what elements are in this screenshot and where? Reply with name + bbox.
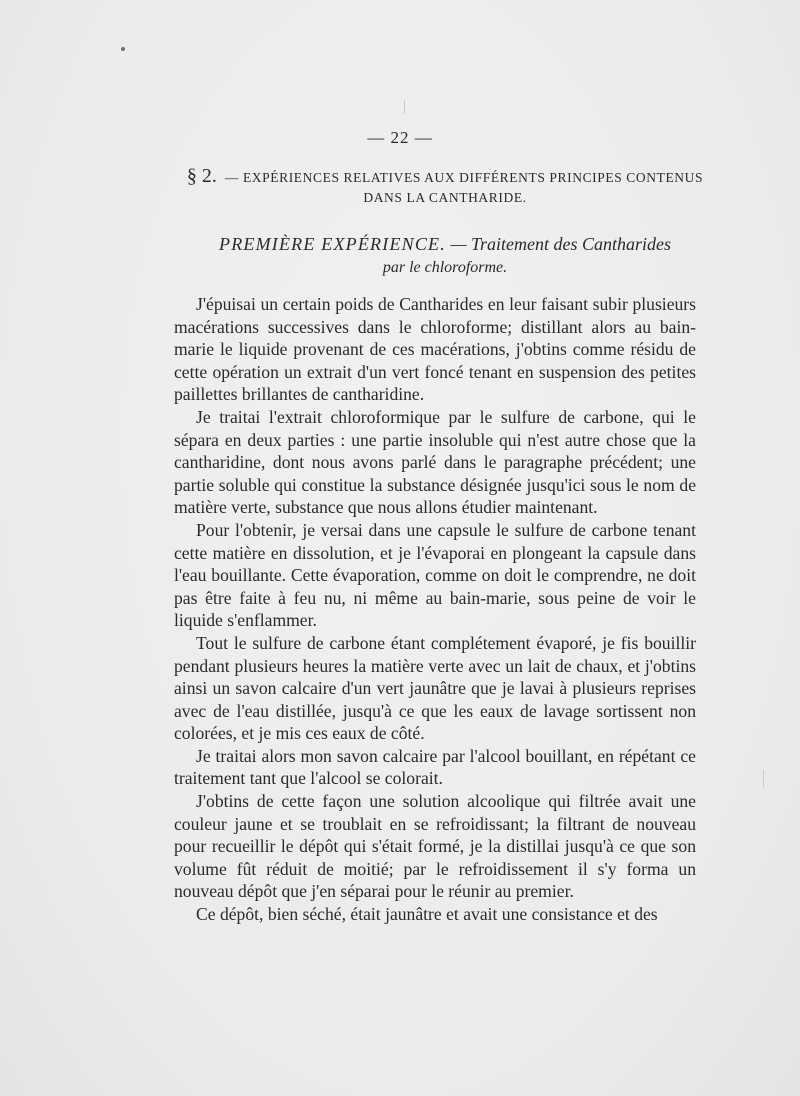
page-number: — 22 —	[367, 128, 433, 147]
experience-heading	[175, 232, 715, 280]
margin-mark	[404, 100, 405, 114]
paragraph: J'épuisai un certain poids de Cantharides en leur faisant subir plusieurs macérations successives dans le chloroforme; distillant alors au bain-marie le liquide provenant de ces macérations, j'obtins comme résidu de cette opération un extrait d'un vert foncé tenant en suspension des petites paillettes brillantes de cantharidine.	[174, 294, 696, 405]
section-title-line-2: DANS LA CANTHARIDE.	[363, 190, 527, 205]
paragraph: Pour l'obtenir, je versai dans une capsule le sulfure de carbone tenant cette matière en dissolution, et je l'évaporai en plongeant la capsule dans l'eau bouillante. Cette évaporation, comme on doit le comprendre, ne doit pas être faite à feu nu, ni même au bain-marie, sous peine de voir le liquide s'enflammer.	[174, 519, 696, 631]
section-title-line-1: — EXPÉRIENCES RELATIVES AUX DIFFÉRENTS PRINCIPES CONTENUS	[224, 170, 704, 185]
paragraph: Je traitai l'extrait chloroformique par le sulfure de carbone, qui le sépara en deux parties : une partie insoluble qui n'est autre chose que la cantharidine, dont nous avons parlé dans le paragraphe précédent; une partie soluble qui constitue la substance désignée jusqu'ici sous le nom de matière verte, substance que nous allons étudier maintenant.	[174, 406, 696, 518]
body-text	[174, 293, 696, 926]
section-number: § 2.	[186, 165, 217, 187]
experience-title: PREMIÈRE EXPÉRIENCE.	[219, 234, 446, 254]
section-heading-line-1	[180, 166, 710, 188]
paragraph: Tout le sulfure de carbone étant complétement évaporé, je fis bouillir pendant plusieurs heures la matière verte avec un lait de chaux, et j'obtins ainsi un savon calcaire d'un vert jaunâtre que je lavai à plusieurs reprises avec de l'eau distillée, jusqu'à ce que les eaux de lavage sortissent non colorées, et je mis ces eaux de côté.	[174, 632, 696, 744]
ink-speck	[121, 47, 125, 51]
experience-subtitle-line-2: par le chloroforme.	[382, 259, 508, 276]
paragraph: Je traitai alors mon savon calcaire par l'alcool bouillant, en répétant ce traitement tant que l'alcool se colorait.	[174, 745, 696, 789]
section-heading	[180, 166, 710, 208]
experience-subtitle-line-1: — Traitement des Cantharides	[450, 234, 671, 254]
paragraph: Ce dépôt, bien séché, était jaunâtre et avait une consistance et des	[196, 904, 658, 925]
margin-mark	[763, 770, 764, 788]
paragraph: J'obtins de cette façon une solution alcoolique qui filtrée avait une couleur jaune et se troublait en se refroidissant; la filtrant de nouveau pour recueillir le dépôt qui s'était formé, je la distillai jusqu'à ce que son volume fût réduit de moitié; par le refroidissement il s'y forma un nouveau dépôt que j'en séparai pour le réunir au premier.	[174, 791, 696, 902]
